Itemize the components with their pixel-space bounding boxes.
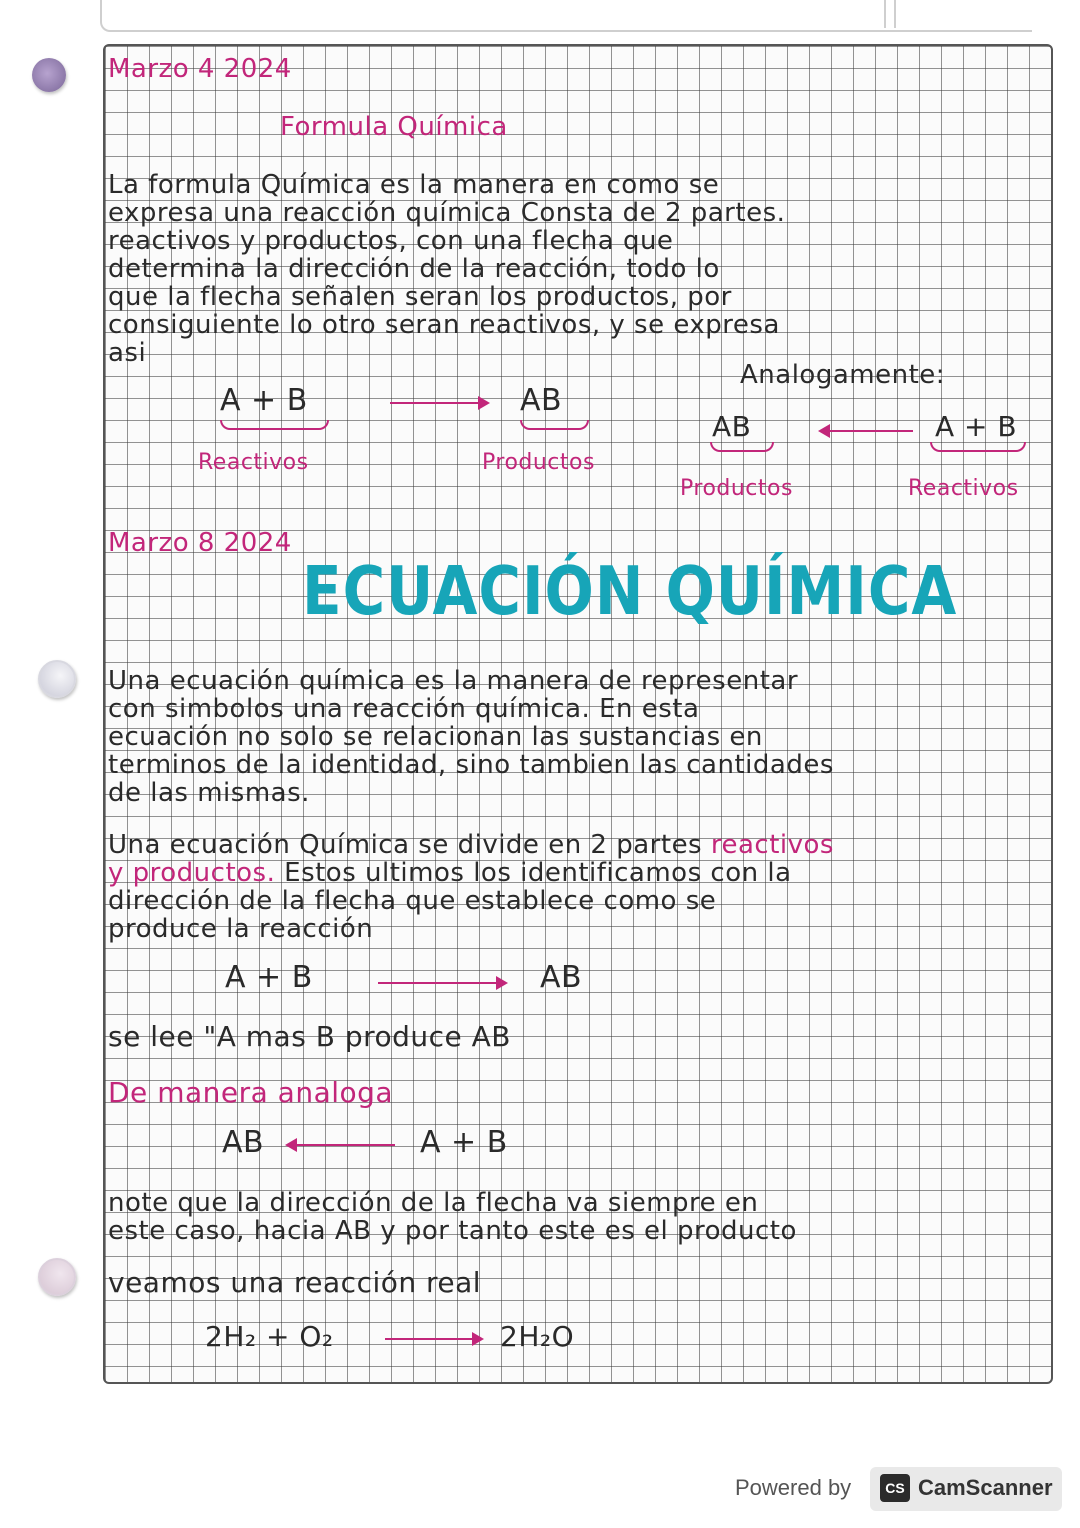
real-reaction-heading: veamos una reacción real	[108, 1266, 482, 1299]
products-brace	[710, 442, 774, 452]
page-tab	[884, 0, 896, 28]
reading-line: se lee "A mas B produce AB	[108, 1020, 512, 1053]
paragraph-line: de las mismas.	[108, 778, 310, 808]
paragraph-line	[108, 832, 834, 858]
arrow-left	[828, 430, 913, 432]
analog-label: Analogamente:	[740, 360, 946, 390]
reactants-brace	[220, 420, 329, 430]
label-reactivos: Reactivos	[908, 476, 1019, 501]
arrow-right-head	[496, 976, 508, 990]
equation-1-reactants: A + B	[220, 383, 308, 418]
arrow-right	[378, 982, 498, 984]
paragraph-line: reactivos y productos, con una flecha que	[108, 226, 674, 256]
binder-ring-hole	[38, 1258, 76, 1296]
arrow-right-head	[472, 1332, 484, 1346]
highlight-productos: y productos.	[108, 858, 276, 888]
label-reactivos: Reactivos	[198, 450, 309, 475]
equation-3-product: AB	[540, 960, 583, 995]
paragraph-line: terminos de la identidad, sino tambien las cantidades	[108, 750, 834, 780]
camscanner-logo-icon: CS	[880, 1474, 910, 1502]
section-title-formula: Formula Química	[280, 112, 508, 142]
date-marzo-4: Marzo 4 2024	[108, 54, 292, 84]
paragraph-line: note que la dirección de la flecha va siempre en	[108, 1188, 759, 1218]
paragraph-text: Estos ultimos los identificamos con la	[284, 858, 792, 888]
paragraph-line: consiguiente lo otro seran reactivos, y se expresa	[108, 310, 780, 340]
paragraph-line: determina la dirección de la reacción, todo lo	[108, 254, 720, 284]
paragraph-line: que la flecha señalen seran los productos, por	[108, 282, 732, 312]
previous-page-edge	[100, 0, 1032, 32]
equation-2-reactants: A + B	[935, 410, 1018, 443]
paragraph-line: expresa una reacción química Consta de 2 partes.	[108, 198, 786, 228]
products-brace	[520, 420, 589, 430]
equation-4-product: AB	[222, 1125, 265, 1160]
paragraph-line	[108, 860, 792, 886]
date-marzo-8: Marzo 8 2024	[108, 528, 292, 558]
equation-3-reactants: A + B	[225, 960, 313, 995]
paragraph-line: dirección de la flecha que establece como se	[108, 886, 717, 916]
camscanner-brand: CamScanner	[918, 1475, 1053, 1500]
paragraph-line: con simbolos una reacción química. En esta	[108, 694, 700, 724]
equation-5-product: 2H₂O	[500, 1320, 575, 1353]
arrow-right-head	[478, 396, 490, 410]
paragraph-text: Una ecuación Química se divide en 2 partes	[108, 830, 703, 860]
equation-4-reactants: A + B	[420, 1125, 508, 1160]
paragraph-line: este caso, hacia AB y por tanto este es el producto	[108, 1216, 797, 1246]
paragraph-line: ecuación no solo se relacionan las sustancias en	[108, 722, 763, 752]
paragraph-line: Una ecuación química es la manera de representar	[108, 666, 799, 696]
label-productos: Productos	[482, 450, 595, 475]
equation-1-product: AB	[520, 383, 563, 418]
arrow-left	[295, 1144, 395, 1146]
binder-ring-hole	[32, 58, 66, 92]
reactants-brace	[930, 442, 1026, 452]
arrow-right	[390, 402, 480, 404]
section-title-ecuacion: ECUACIÓN QUÍMICA	[302, 551, 958, 631]
paragraph-line: produce la reacción	[108, 914, 374, 944]
equation-5-reactants: 2H₂ + O₂	[205, 1320, 334, 1353]
powered-by-label: Powered by	[735, 1475, 852, 1500]
paragraph-line: La formula Química es la manera en como se	[108, 170, 720, 200]
arrow-right	[385, 1338, 475, 1340]
analog-heading: De manera analoga	[108, 1076, 394, 1109]
binder-ring-hole	[38, 660, 76, 698]
equation-2-product: AB	[712, 410, 752, 443]
label-productos: Productos	[680, 476, 793, 501]
highlight-reactivos: reactivos	[710, 830, 834, 860]
paragraph-line: asi	[108, 338, 147, 368]
